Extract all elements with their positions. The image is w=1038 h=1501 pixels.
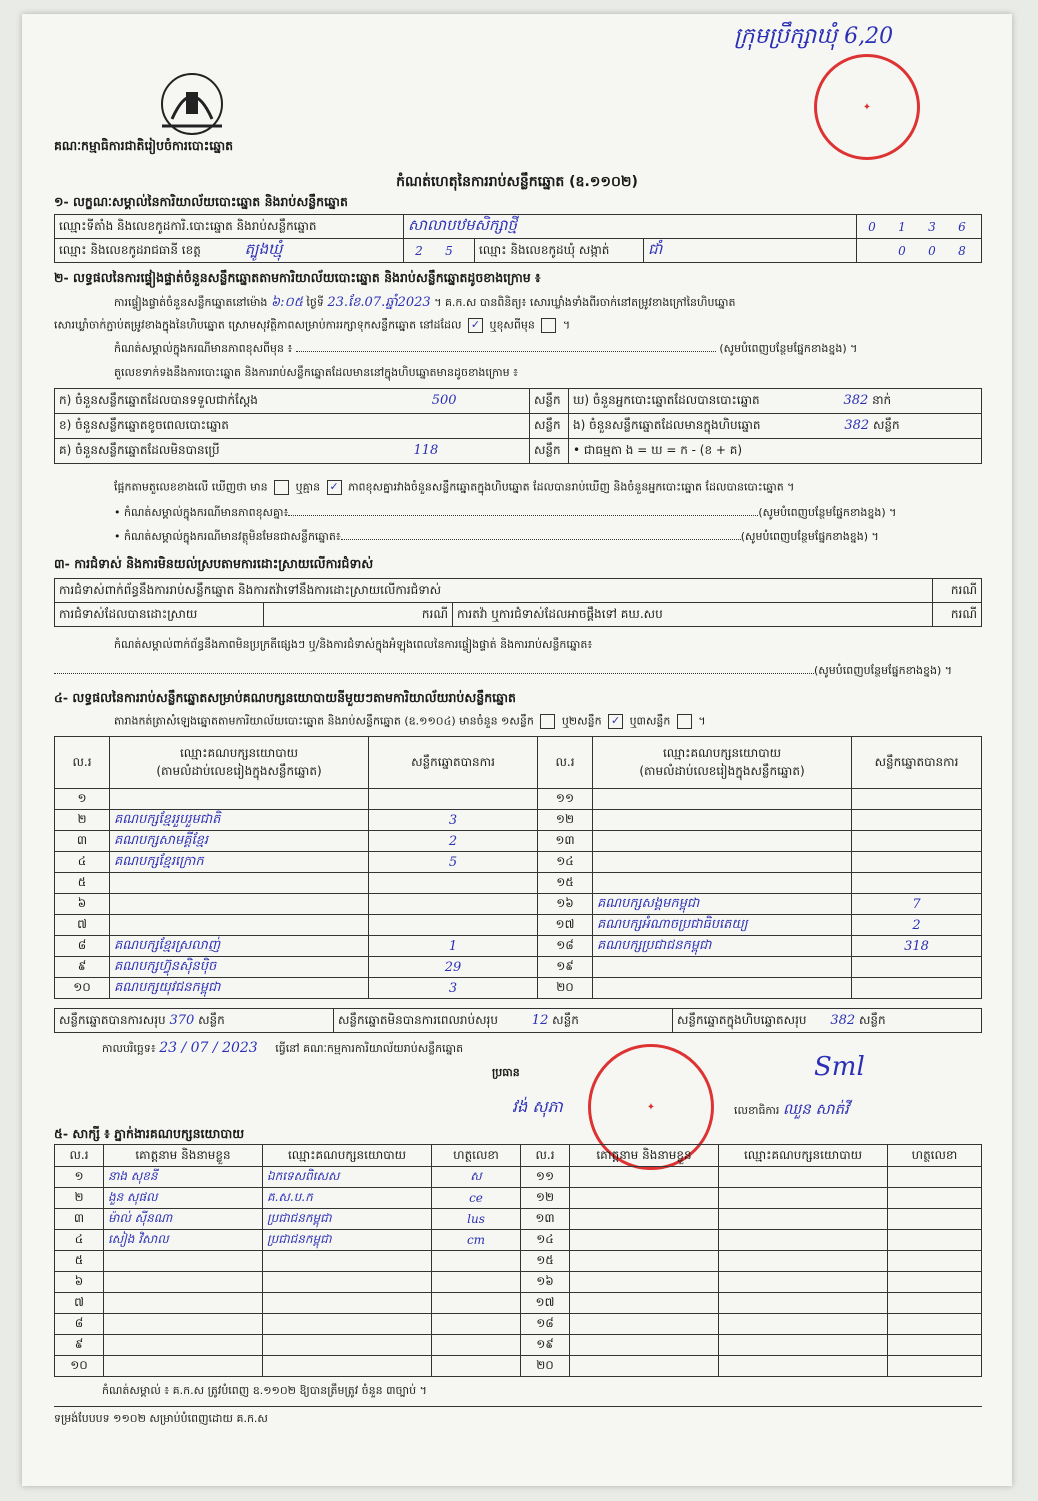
witness-signature bbox=[888, 1251, 982, 1272]
witness-name bbox=[104, 1293, 263, 1314]
row-number: ៥ bbox=[55, 873, 110, 894]
witness-name bbox=[570, 1335, 719, 1356]
party-votes bbox=[369, 894, 538, 915]
one-sheet-checkbox[interactable] bbox=[540, 714, 555, 729]
witness-signature bbox=[432, 1293, 521, 1314]
witness-signature bbox=[888, 1209, 982, 1230]
party-votes: 318 bbox=[852, 936, 982, 957]
witness-name bbox=[570, 1188, 719, 1209]
invalid-total: 12 bbox=[531, 1012, 549, 1028]
section1-heading: ១- លក្ខណៈសម្គាល់នៃការិយាល័យបោះឆ្នោត និងរាប់សន្លឹកឆ្នោត bbox=[54, 194, 348, 209]
page-title: កំណត់ហេតុនៃការរាប់សន្លឹកឆ្នោត (ឧ.១១០២) bbox=[396, 174, 638, 190]
section4-heading: ៤- លទ្ធផលនៃការរាប់សន្លឹកឆ្នោតសម្រាប់គណបក្សនយោបាយនីមួយៗតាមការិយាល័យរាប់សន្លឹកឆ្នោត bbox=[54, 690, 516, 705]
witness-signature: ស bbox=[432, 1167, 521, 1188]
row-number: ១៤ bbox=[538, 852, 593, 873]
location-value: សាលាបឋមសិក្សាថ្មី bbox=[404, 215, 857, 239]
witness-name bbox=[570, 1293, 719, 1314]
party-votes: 2 bbox=[369, 831, 538, 852]
party-votes: 5 bbox=[369, 852, 538, 873]
party-name: គណបក្សខ្មែររួបរួមជាតិ bbox=[110, 810, 369, 831]
has-difference-checkbox[interactable] bbox=[274, 480, 289, 495]
figures-table: ក) ចំនួនសន្លឹកឆ្នោតដែលបានទទួលជាក់ស្តែង 500 សន្លឹក ឃ) ចំនួនអ្នកបោះឆ្នោតដែលបានបោះឆ្នោត 382 នាក់ ខ) ចំនួនសន្លឹកឆ្នោតខូចពេលបោះឆ្នោត សន្លឹក ង) ចំនួនសន្លឹកឆ្នោតដែលមានក្នុងហិបឆ្នោត 382 សន្លឹក គ) ចំនួនសន្លឹកឆ្នោតដែលមិនបានប្រើ 118 សន្លឹក • ជាធម្មតា ង = ឃ = ក - (ខ + គ) bbox=[54, 388, 982, 464]
witness-row bbox=[55, 1293, 982, 1314]
party-votes bbox=[852, 789, 982, 810]
row-number: ៨ bbox=[55, 936, 110, 957]
row-number: ១៥ bbox=[521, 1251, 570, 1272]
party-name bbox=[593, 978, 852, 999]
witness-party bbox=[719, 1293, 888, 1314]
party-votes bbox=[852, 978, 982, 999]
result-row bbox=[55, 810, 982, 831]
irregularity-note: កំណត់សម្គាល់ពាក់ព័ន្ធនឹងភាពមិនប្រក្រតីផ្សេងៗ ឬ/និងការជំទាស់ក្នុងអំឡុងពេលនៃការផ្ទៀងផ្ទាត់ និងការរាប់សន្លឹកឆ្នោត៖ bbox=[114, 638, 593, 651]
witness-signature bbox=[432, 1335, 521, 1356]
unused-ballots-value: 118 bbox=[413, 443, 439, 458]
party-name: គណបក្សយុវជនកម្ពុជា bbox=[110, 978, 369, 999]
witness-row bbox=[55, 1314, 982, 1335]
result-row bbox=[55, 789, 982, 810]
party-name bbox=[110, 789, 369, 810]
witness-name bbox=[104, 1335, 263, 1356]
witness-name: នាង សុខនី bbox=[104, 1167, 263, 1188]
row-number: ១១ bbox=[538, 789, 593, 810]
difference-note-line: កំណត់សម្គាល់ក្នុងករណីមានភាពខុសពីមុន ៖ (សូមបំពេញបន្ថែមផ្នែកខាងខ្នង) ។ bbox=[114, 342, 858, 355]
row-number: ៧ bbox=[55, 915, 110, 936]
row-number: ៥ bbox=[55, 1251, 104, 1272]
row-number: ៣ bbox=[55, 831, 110, 852]
row-number: ៨ bbox=[55, 1314, 104, 1335]
party-name bbox=[110, 915, 369, 936]
secretary-line: លេខាធិការ ឈួន សាត់វី bbox=[734, 1100, 849, 1118]
witness-signature bbox=[888, 1356, 982, 1377]
row-number: ១៦ bbox=[521, 1272, 570, 1293]
row-number: ១៨ bbox=[521, 1314, 570, 1335]
witness-row bbox=[55, 1335, 982, 1356]
party-votes: 3 bbox=[369, 978, 538, 999]
row-number: ១ bbox=[55, 1167, 104, 1188]
witness-party bbox=[263, 1356, 432, 1377]
commune-value: ជាំ bbox=[644, 239, 857, 263]
witnesses-table: ល.រ គោត្តនាម និងនាមខ្លួន ឈ្មោះគណបក្សនយោបាយ ហត្ថលេខា ល.រ គោត្តនាម និងនាមខ្លួន ឈ្មោះគណបក្សនយោបាយ ហត្ថលេខា ១ នាង សុខនី ឯកទេសពិសេស ស ១១ ២ ងួន សុផល គ.ស.ប.ក ce ១២ ៣ ម៉ាល់ ស៊ីនណា ប្រជាជនកម្ពុជា lus ១៣ ៤ សៀង វិសាល ប្រជាជនកម្ពុជា cm ១៤ ៥ ១៥ ៦ ១៦ ៧ ១៧ ៨ ១៨ ៩ ១៩ ១០ ២០ bbox=[54, 1144, 982, 1377]
party-name bbox=[593, 873, 852, 894]
witness-signature bbox=[888, 1293, 982, 1314]
witness-party bbox=[263, 1293, 432, 1314]
witness-signature bbox=[888, 1314, 982, 1335]
signing-date: កាលបរិច្ឆេទ៖ 23 / 07 / 2023 ធ្វើនៅ គណៈកម្មការការិយាល័យរាប់សន្លឹកឆ្នោត bbox=[102, 1040, 464, 1056]
footer-divider bbox=[54, 1406, 982, 1407]
row-number: ១៦ bbox=[538, 894, 593, 915]
row-number: ៩ bbox=[55, 957, 110, 978]
chair-signature: វង់ សុភា bbox=[512, 1097, 563, 1116]
row-number: ៦ bbox=[55, 1272, 104, 1293]
party-votes bbox=[852, 852, 982, 873]
witness-party bbox=[719, 1188, 888, 1209]
witness-name bbox=[570, 1356, 719, 1377]
witness-signature bbox=[888, 1188, 982, 1209]
location-label: ឈ្មោះទីតាំង និងលេខកូដការិ.បោះឆ្នោត និងរាប់សន្លឹកឆ្នោត bbox=[55, 215, 404, 239]
witness-party bbox=[263, 1272, 432, 1293]
party-votes bbox=[852, 831, 982, 852]
witness-signature: ce bbox=[432, 1188, 521, 1209]
witness-party bbox=[719, 1230, 888, 1251]
party-votes: 2 bbox=[852, 915, 982, 936]
emblem-icon bbox=[152, 64, 232, 144]
witness-signature bbox=[432, 1272, 521, 1293]
commune-code: 0 0 8 bbox=[857, 239, 982, 263]
row-number: ១៣ bbox=[521, 1209, 570, 1230]
witness-name bbox=[104, 1314, 263, 1335]
no-difference-checkbox[interactable]: ✓ bbox=[327, 480, 342, 495]
witness-signature bbox=[888, 1230, 982, 1251]
witness-signature bbox=[888, 1167, 982, 1188]
witness-row bbox=[55, 1188, 982, 1209]
section5-heading: ៥- សាក្សី ៖ ភ្នាក់ងារគណបក្សនយោបាយ bbox=[54, 1126, 245, 1141]
row-number: ១៣ bbox=[538, 831, 593, 852]
row-number: ១២ bbox=[538, 810, 593, 831]
party-name bbox=[593, 831, 852, 852]
party-name: គណបក្សប្រជាជនកម្ពុជា bbox=[593, 936, 852, 957]
section1-table bbox=[54, 214, 982, 263]
witness-signature bbox=[888, 1272, 982, 1293]
row-number: ៩ bbox=[55, 1335, 104, 1356]
commune-label: ឈ្មោះ និងលេខកូដឃុំ សង្កាត់ bbox=[475, 239, 644, 263]
witness-name: សៀង វិសាល bbox=[104, 1230, 263, 1251]
official-stamp-top: ✦ bbox=[814, 54, 920, 160]
section3-heading: ៣- ការជំទាស់ និងការមិនយល់ស្របតាមការដោះស្រាយលើការជំទាស់ bbox=[54, 556, 374, 571]
difference-line: ផ្អែកតាមតួលេខខាងលើ ឃើញថា មាន ឬគ្មាន ✓ ភាពខុសគ្នារវាងចំនួនសន្លឹកឆ្នោតក្នុងហិបឆ្នោត ដែលបានរាប់ឃើញ និងចំនួនអ្នកបោះឆ្នោត ដែលបានបោះឆ្នោត ។ bbox=[114, 480, 795, 494]
two-sheet-checkbox[interactable]: ✓ bbox=[608, 714, 623, 729]
party-name: គណបក្សសង្គមកម្ពុជា bbox=[593, 894, 852, 915]
row-number: ១៧ bbox=[538, 915, 593, 936]
result-row bbox=[55, 957, 982, 978]
party-votes: 1 bbox=[369, 936, 538, 957]
witness-party: ប្រជាជនកម្ពុជា bbox=[263, 1209, 432, 1230]
row-number: ១៧ bbox=[521, 1293, 570, 1314]
row-number: ៤ bbox=[55, 1230, 104, 1251]
witness-row bbox=[55, 1356, 982, 1377]
witness-party bbox=[719, 1335, 888, 1356]
province-label: ឈ្មោះ និងលេខកូដរាជធានី ខេត្ត ត្បូងឃ្មុំ bbox=[55, 239, 404, 263]
section2-heading: ២- លទ្ធផលនៃការផ្ទៀងផ្ទាត់ចំនួនសន្លឹកឆ្នោតតាមការិយាល័យបោះឆ្នោត និងរាប់សន្លឹកឆ្នោតដូចខាងក្រោម ៖ bbox=[54, 270, 541, 285]
row-number: ១០ bbox=[55, 1356, 104, 1377]
witness-signature bbox=[888, 1335, 982, 1356]
row-number: ១១ bbox=[521, 1167, 570, 1188]
row-number: ១៥ bbox=[538, 873, 593, 894]
verification-line2: សោរឃ្លាំចាក់ភ្ជាប់តម្រូវខាងក្នុងនៃហិបឆ្នោត ស្រោមសុវត្ថិភាពសម្រាប់ការរក្សាទុកសន្លឹកឆ្នោត នៅដដែល ✓ ឬខុសពីមុន ។ bbox=[54, 318, 571, 332]
secretary-signature: Sml bbox=[814, 1052, 865, 1082]
result-row bbox=[55, 894, 982, 915]
party-name bbox=[593, 810, 852, 831]
party-votes bbox=[369, 915, 538, 936]
chair-label: ប្រធាន bbox=[492, 1066, 520, 1079]
verification-line1: ការផ្ទៀងផ្ទាត់ចំនួនសន្លឹកឆ្នោតនៅម៉ោង ៦:០៥ ថ្ងៃទី 23.ខែ.07.ឆ្នាំ2023 ។ គ.ក.ស បានពិនិត្យ៖ សោរឃ្លាំងទាំងពីរចាក់នៅតម្រូវខាងក្រៅនៃហិបឆ្នោត bbox=[114, 295, 736, 310]
witness-name bbox=[570, 1167, 719, 1188]
result-row bbox=[55, 831, 982, 852]
witness-party bbox=[719, 1314, 888, 1335]
witness-name bbox=[570, 1230, 719, 1251]
witness-row bbox=[55, 1209, 982, 1230]
witness-name: ងួន សុផល bbox=[104, 1188, 263, 1209]
row-number: ៤ bbox=[55, 852, 110, 873]
witness-row bbox=[55, 1272, 982, 1293]
witness-party bbox=[719, 1209, 888, 1230]
witness-party bbox=[263, 1251, 432, 1272]
witness-party bbox=[719, 1251, 888, 1272]
voters-value: 382 bbox=[843, 393, 869, 408]
row-number: ១៩ bbox=[538, 957, 593, 978]
results-table: ល.រ ឈ្មោះគណបក្សនយោបាយ (តាមលំដាប់លេខរៀងក្នុងសន្លឹកឆ្នោត) សន្លឹកឆ្នោតបានការ ល.រ ឈ្មោះគណបក្សនយោបាយ (តាមលំដាប់លេខរៀងក្នុងសន្លឹកឆ្នោត) សន្លឹកឆ្នោតបានការ ១ ១១ ២ គណបក្សខ្មែររួបរួមជាតិ 3 ១២ ៣ គណបក្សសាមគ្គីខ្មែរ 2 ១៣ ៤ គណបក្សខ្មែរក្រោក 5 ១៤ ៥ ១៥ ៦ ១៦ គណបក្សសង្គមកម្ពុជា 7 ៧ ១៧ គណបក្សអំណាចប្រជាធិបតេយ្យ 2 ៨ គណបក្សខ្មែរស្រលាញ់ 1 ១៨ គណបក្សប្រជាជនកម្ពុជា 318 ៩ គណបក្សហ៊្វុនស៊ិនប៉ិច 29 ១៩ ១០ គណបក្សយុវជនកម្ពុជា 3 ២០ bbox=[54, 736, 982, 999]
row-number: ១៨ bbox=[538, 936, 593, 957]
irregularity-note-line: (សូមបំពេញបន្ថែមផ្នែកខាងខ្នង) ។ bbox=[54, 664, 994, 680]
witness-signature: lus bbox=[432, 1209, 521, 1230]
witness-name bbox=[104, 1356, 263, 1377]
witness-name bbox=[104, 1251, 263, 1272]
row-number: ១៩ bbox=[521, 1335, 570, 1356]
witness-party bbox=[719, 1356, 888, 1377]
party-name bbox=[593, 789, 852, 810]
witness-party bbox=[719, 1167, 888, 1188]
party-name bbox=[110, 873, 369, 894]
party-name bbox=[593, 957, 852, 978]
party-name: គណបក្សខ្មែរស្រលាញ់ bbox=[110, 936, 369, 957]
witness-signature: cm bbox=[432, 1230, 521, 1251]
province-code: 2 5 bbox=[404, 239, 475, 263]
handwritten-note: ក្រុមប្រឹក្សាឃុំ 6,20 bbox=[734, 24, 894, 49]
witness-name bbox=[570, 1251, 719, 1272]
party-votes bbox=[369, 789, 538, 810]
bullet-difference: • កំណត់សម្គាល់ក្នុងករណីមានភាពខុសគ្នា៖ (សូមបំពេញបន្ថែមផ្នែកខាងខ្នង) ។ bbox=[114, 506, 897, 519]
party-votes: 29 bbox=[369, 957, 538, 978]
party-name: គណបក្សអំណាចប្រជាធិបតេយ្យ bbox=[593, 915, 852, 936]
results-totals: សន្លឹកឆ្នោតបានការសរុប 370 សន្លឹក សន្លឹកឆ្នោតមិនបានការពេលរាប់សរុប 12 សន្លឹក សន្លឹកឆ្នោតក្នុងហិបឆ្នោតសរុប 382 សន្លឹក bbox=[54, 1008, 982, 1033]
witness-party bbox=[263, 1335, 432, 1356]
witness-signature bbox=[432, 1251, 521, 1272]
witness-party bbox=[719, 1272, 888, 1293]
witness-name bbox=[104, 1272, 263, 1293]
witness-signature bbox=[432, 1356, 521, 1377]
witness-row bbox=[55, 1251, 982, 1272]
objections-table: ការជំទាស់ពាក់ព័ន្ធនឹងការរាប់សន្លឹកឆ្នោត និងការតវ៉ាទៅនឹងការដោះស្រាយលើការជំទាស់ ករណី ការជំទាស់ដែលបានដោះស្រាយ ករណី ការតវ៉ា ឬការជំទាស់ដែលអាចផ្តឹងទៅ គឃ.សប ករណី bbox=[54, 578, 982, 627]
witness-party: ប្រជាជនកម្ពុជា bbox=[263, 1230, 432, 1251]
party-votes: 3 bbox=[369, 810, 538, 831]
row-number: ១០ bbox=[55, 978, 110, 999]
received-ballots-value: 500 bbox=[431, 393, 457, 408]
three-sheet-checkbox[interactable] bbox=[677, 714, 692, 729]
box-total: 382 bbox=[830, 1012, 856, 1028]
row-number: ១ bbox=[55, 789, 110, 810]
row-number: ៣ bbox=[55, 1209, 104, 1230]
witness-party bbox=[263, 1314, 432, 1335]
bullet-foreign-objects: • កំណត់សម្គាល់ក្នុងករណីមានវត្ថុមិនមែនជាសន្លឹកឆ្នោត៖ (សូមបំពេញបន្ថែមផ្នែកខាងខ្នង) ។ bbox=[114, 530, 879, 543]
location-code: 0 1 3 6 bbox=[857, 215, 982, 239]
result-row bbox=[55, 936, 982, 957]
witness-party: គ.ស.ប.ក bbox=[263, 1188, 432, 1209]
witness-name bbox=[570, 1209, 719, 1230]
row-number: ២០ bbox=[538, 978, 593, 999]
witness-name: ម៉ាល់ ស៊ីនណា bbox=[104, 1209, 263, 1230]
party-votes bbox=[852, 957, 982, 978]
official-stamp-bottom: ✦ bbox=[588, 1044, 714, 1170]
ballots-in-box-value: 382 bbox=[844, 418, 870, 433]
witness-name bbox=[570, 1272, 719, 1293]
form-footer: ទម្រង់បែបបទ ១១០២ សម្រាប់បំពេញដោយ គ.ក.ស bbox=[54, 1412, 268, 1425]
party-name: គណបក្សសាមគ្គីខ្មែរ bbox=[110, 831, 369, 852]
committee-name: គណៈកម្មាធិការជាតិរៀបចំការបោះឆ្នោត bbox=[54, 138, 234, 153]
tally-sheet-count: តារាងកត់ត្រាសំឡេងឆ្នោតតាមការិយាល័យបោះឆ្នោត និងរាប់សន្លឹកឆ្នោត (ឧ.១១០៤) មានចំនួន ១សន្លឹក ឬ២សន្លឹក ✓ ឬ៣សន្លឹក ។ bbox=[114, 714, 706, 728]
result-row bbox=[55, 915, 982, 936]
row-number: ២ bbox=[55, 1188, 104, 1209]
witness-party: ឯកទេសពិសេស bbox=[263, 1167, 432, 1188]
intact-checkbox[interactable]: ✓ bbox=[468, 318, 483, 333]
row-number: ៧ bbox=[55, 1293, 104, 1314]
figures-intro: តួលេខទាក់ទងនឹងការបោះឆ្នោត និងការរាប់សន្លឹកឆ្នោតដែលមាននៅក្នុងហិបឆ្នោតមានដូចខាងក្រោម ៖ bbox=[114, 366, 518, 379]
row-number: ២០ bbox=[521, 1356, 570, 1377]
result-row bbox=[55, 978, 982, 999]
document-sheet bbox=[22, 14, 1012, 1486]
final-note: កំណត់សម្គាល់ ៖ គ.ក.ស ត្រូវបំពេញ ឧ.១១០២ ឱ្យបានត្រឹមត្រូវ ចំនួន ៣ច្បាប់ ។ bbox=[102, 1384, 427, 1397]
valid-total: 370 bbox=[169, 1012, 195, 1028]
witness-row bbox=[55, 1230, 982, 1251]
party-name: គណបក្សខ្មែរក្រោក bbox=[110, 852, 369, 873]
party-name bbox=[110, 894, 369, 915]
row-number: ៦ bbox=[55, 894, 110, 915]
result-row bbox=[55, 852, 982, 873]
row-number: ១៤ bbox=[521, 1230, 570, 1251]
party-votes bbox=[852, 873, 982, 894]
party-name: គណបក្សហ៊្វុនស៊ិនប៉ិច bbox=[110, 957, 369, 978]
party-votes bbox=[369, 873, 538, 894]
row-number: ២ bbox=[55, 810, 110, 831]
result-row bbox=[55, 873, 982, 894]
party-votes bbox=[852, 810, 982, 831]
row-number: ១២ bbox=[521, 1188, 570, 1209]
party-name bbox=[593, 852, 852, 873]
witness-signature bbox=[432, 1314, 521, 1335]
different-checkbox[interactable] bbox=[541, 318, 556, 333]
party-votes: 7 bbox=[852, 894, 982, 915]
witness-name bbox=[570, 1314, 719, 1335]
witness-row bbox=[55, 1167, 982, 1188]
